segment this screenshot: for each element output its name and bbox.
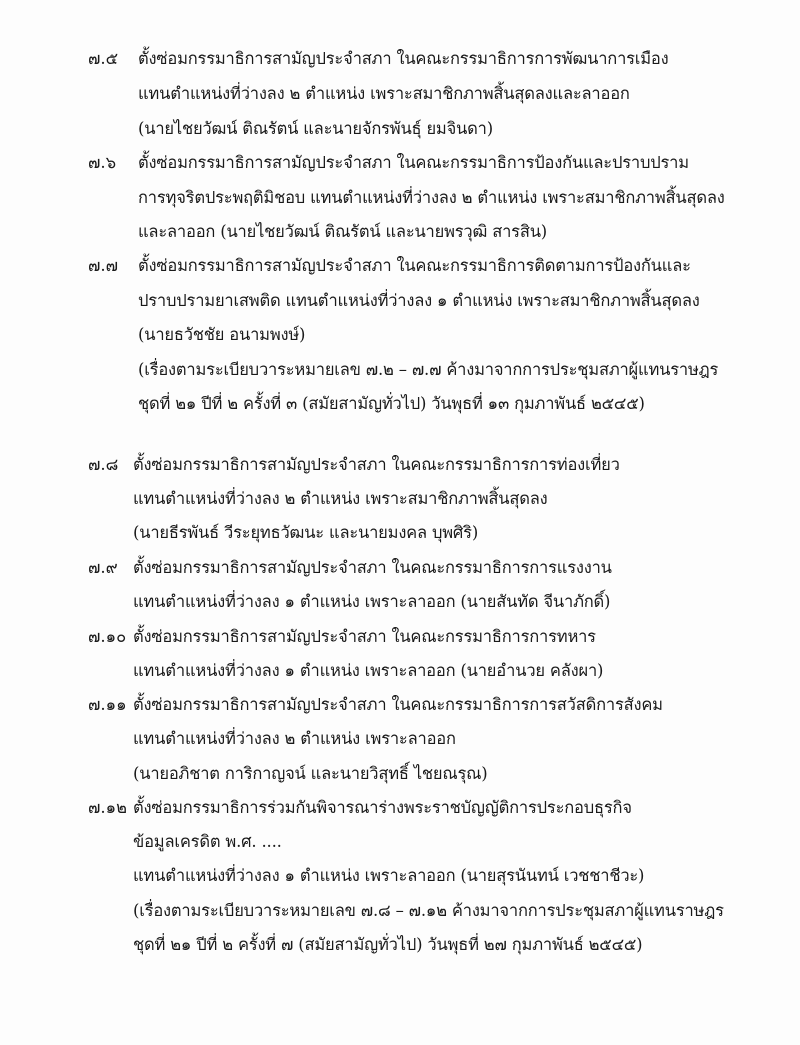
item-line: แทนตำแหน่งที่ว่างลง ๒ ตำแหน่ง เพราะสมาชิกภาพสิ้นสุดลงและลาออก — [138, 84, 630, 103]
item-line: ตั้งซ่อมกรรมาธิการสามัญประจำสภา ในคณะกรรมาธิการการพัฒนาการเมือง — [138, 49, 669, 68]
item-line: (เรื่องตามระเบียบวาระหมายเลข ๗.๘ – ๗.๑๒ ค้างมาจากการประชุมสภาผู้แทนราษฎร — [133, 901, 724, 920]
item-number: ๗.๑๑ — [88, 695, 127, 714]
item-line: ตั้งซ่อมกรรมาธิการสามัญประจำสภา ในคณะกรรมาธิการการสวัสดิการสังคม — [133, 695, 663, 714]
item-line: (นายอภิชาต การิกาญจน์ และนายวิสุทธิ์ ไชยณรุณ) — [133, 764, 488, 783]
item-line: ปราบปรามยาเสพติด แทนตำแหน่งที่ว่างลง ๑ ตำแหน่ง เพราะสมาชิกภาพสิ้นสุดลง — [138, 291, 700, 310]
item-line: ชุดที่ ๒๑ ปีที่ ๒ ครั้งที่ ๗ (สมัยสามัญทั่วไป) วันพุธที่ ๒๗ กุมภาพันธ์ ๒๕๔๕) — [133, 935, 643, 954]
item-line: แทนตำแหน่งที่ว่างลง ๒ ตำแหน่ง เพราะสมาชิกภาพสิ้นสุดลง — [133, 489, 548, 508]
item-line: ข้อมูลเครดิต พ.ศ. .... — [133, 832, 282, 851]
item-line: (นายธวัชชัย อนามพงษ์) — [138, 325, 306, 344]
item-line: แทนตำแหน่งที่ว่างลง ๒ ตำแหน่ง เพราะลาออก — [133, 729, 456, 748]
item-line: (นายธีรพันธ์ วีระยุทธวัฒนะ และนายมงคล บุพศิริ) — [133, 523, 479, 542]
item-line: ตั้งซ่อมกรรมาธิการร่วมกันพิจารณาร่างพระราชบัญญัติการประกอบธุรกิจ — [133, 798, 632, 817]
item-number: ๗.๖ — [88, 153, 117, 172]
item-number: ๗.๑๐ — [88, 627, 127, 646]
item-number: ๗.๙ — [88, 558, 118, 577]
item-line: (นายไชยวัฒน์ ติณรัตน์ และนายจักรพันธุ์ ยมจินดา) — [138, 119, 493, 138]
item-line: และลาออก (นายไชยวัฒน์ ติณรัตน์ และนายพรวุฒิ สารสิน) — [138, 222, 548, 241]
item-number: ๗.๗ — [88, 256, 119, 275]
item-line: ตั้งซ่อมกรรมาธิการสามัญประจำสภา ในคณะกรรมาธิการการท่องเที่ยว — [133, 455, 620, 474]
item-line: (เรื่องตามระเบียบวาระหมายเลข ๗.๒ – ๗.๗ ค้างมาจากการประชุมสภาผู้แทนราษฎร — [138, 360, 719, 379]
item-number: ๗.๘ — [88, 455, 119, 474]
item-line: ชุดที่ ๒๑ ปีที่ ๒ ครั้งที่ ๓ (สมัยสามัญทั่วไป) วันพุธที่ ๑๓ กุมภาพันธ์ ๒๕๔๕) — [138, 394, 645, 413]
item-line: แทนตำแหน่งที่ว่างลง ๑ ตำแหน่ง เพราะลาออก (นายสันทัด จีนาภักดิ์) — [133, 592, 611, 611]
item-line: ตั้งซ่อมกรรมาธิการสามัญประจำสภา ในคณะกรรมาธิการติดตามการป้องกันและ — [138, 256, 691, 275]
item-line: การทุจริตประพฤติมิชอบ แทนตำแหน่งที่ว่างลง ๒ ตำแหน่ง เพราะสมาชิกภาพสิ้นสุดลง — [138, 188, 725, 207]
item-number: ๗.๑๒ — [88, 798, 128, 817]
item-number: ๗.๕ — [88, 49, 119, 68]
item-line: แทนตำแหน่งที่ว่างลง ๑ ตำแหน่ง เพราะลาออก (นายสุรนันทน์ เวชชาชีวะ) — [133, 866, 645, 885]
item-line: แทนตำแหน่งที่ว่างลง ๑ ตำแหน่ง เพราะลาออก (นายอำนวย คลังผา) — [133, 661, 604, 680]
item-line: ตั้งซ่อมกรรมาธิการสามัญประจำสภา ในคณะกรรมาธิการการแรงงาน — [133, 558, 612, 577]
item-line: ตั้งซ่อมกรรมาธิการสามัญประจำสภา ในคณะกรรมาธิการป้องกันและปราบปราม — [138, 153, 689, 172]
item-line: ตั้งซ่อมกรรมาธิการสามัญประจำสภา ในคณะกรรมาธิการการทหาร — [133, 627, 596, 646]
